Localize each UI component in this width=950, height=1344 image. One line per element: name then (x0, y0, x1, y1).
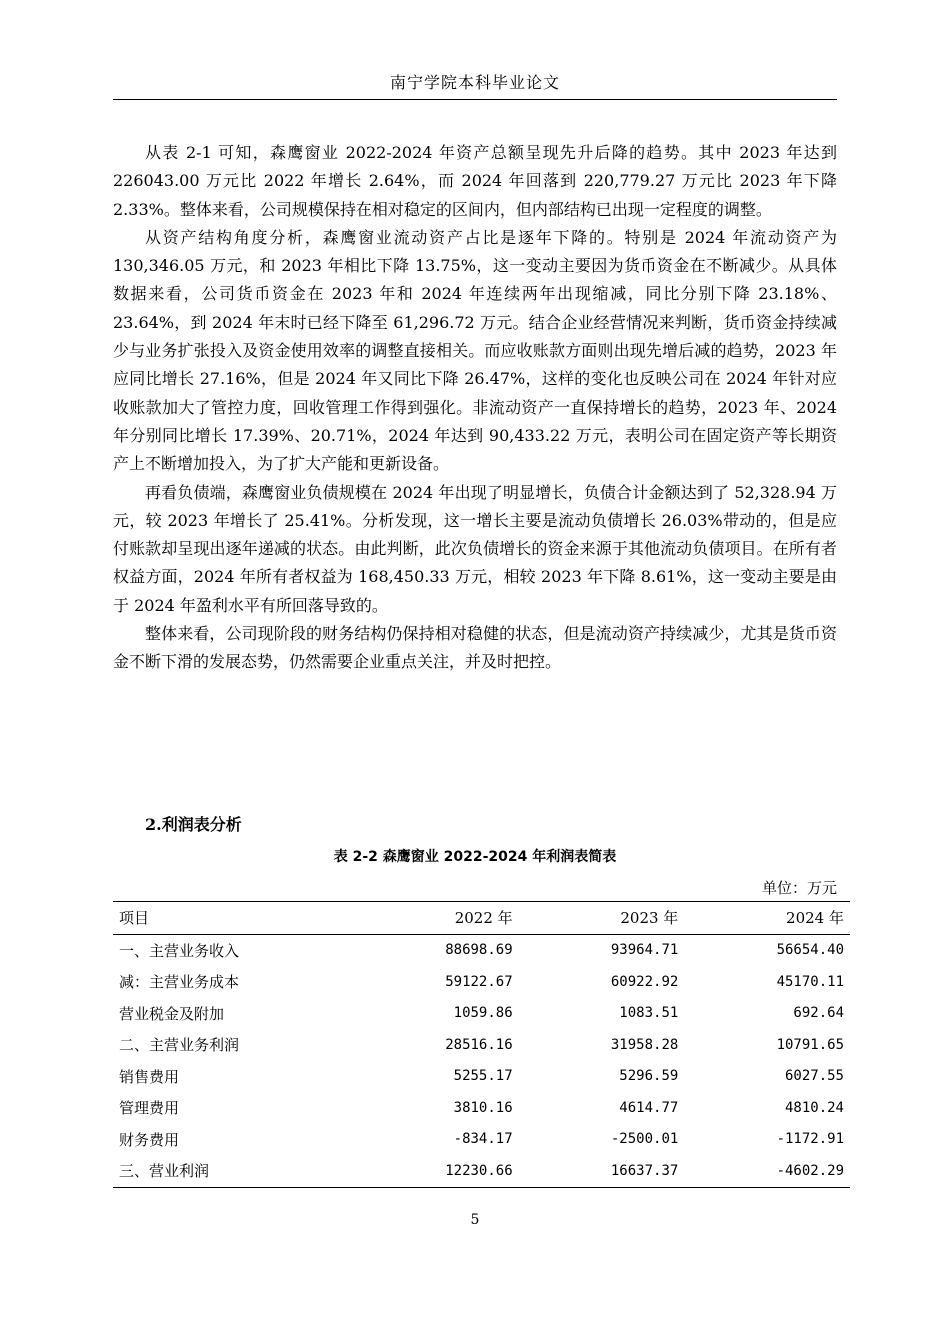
cell-value: 692.64 (793, 1005, 844, 1022)
cell-value: 3810.16 (453, 1099, 513, 1116)
cell-value: 16637.37 (610, 1162, 679, 1179)
table-row (113, 998, 850, 1030)
column-header-2022: 2022 年 (454, 909, 513, 928)
table-unit-label: 单位：万元 (761, 879, 837, 897)
paragraph-liabilities: 再看负债端，森鹰窗业负债规模在 2024 年出现了明显增长，负债合计金额达到了 52,328.94 万元，较 2023 年增长了 25.41%。分析发现，这一增长主要是流动负债增长 26.03%带动的，但是应付账款却呈现出逐年递减的状态。由此判断，此次负债增长的资金来源于其他流动负债项目。在所有者权益方面，2024 年所有者权益为 168,450.33 万元，相较 2023 年下降 8.61%，这一变动主要是由于 2024 年盈利水平有所回落导致的。 (113, 482, 837, 615)
cell-value: 88698.69 (445, 942, 513, 959)
cell-value: 28516.16 (445, 1036, 513, 1053)
table-caption: 表 2-2 森鹰窗业 2022-2024 年利润表简表 (333, 849, 617, 865)
cell-value: 6027.55 (784, 1068, 844, 1085)
cell-value: 1083.51 (619, 1005, 679, 1022)
table-row (113, 934, 850, 966)
cell-value: 12230.66 (445, 1162, 513, 1179)
table-row (113, 1124, 850, 1156)
cell-value: 5296.59 (619, 1068, 679, 1085)
row-label: 减：主营业务成本 (119, 973, 240, 992)
cell-value: -834.17 (453, 1131, 513, 1148)
cell-value: 45170.11 (776, 973, 844, 990)
page-number: 5 (470, 1212, 480, 1228)
header-divider (113, 99, 837, 100)
cell-value: 60922.92 (610, 973, 679, 990)
table-row (113, 1155, 850, 1187)
section-heading: 2.利润表分析 (145, 815, 242, 834)
table-row (113, 1061, 850, 1093)
cell-value: -1172.91 (776, 1131, 844, 1148)
cell-value: 1059.86 (453, 1005, 513, 1022)
row-label: 二、主营业务利润 (119, 1036, 240, 1055)
page-header-title: 南宁学院本科毕业论文 (389, 73, 560, 92)
cell-value: 4810.24 (784, 1099, 844, 1116)
row-label: 三、营业利润 (119, 1162, 210, 1181)
table-row (113, 966, 850, 998)
income-statement-table (113, 901, 850, 1188)
column-header-2023: 2023 年 (620, 909, 679, 928)
cell-value: 93964.71 (610, 942, 679, 959)
cell-value: -2500.01 (610, 1131, 679, 1148)
row-label: 营业税金及附加 (119, 1004, 225, 1023)
table-header-row (113, 902, 850, 935)
cell-value: 31958.28 (610, 1036, 679, 1053)
paragraph-summary: 整体来看，公司现阶段的财务结构仍保持相对稳健的状态，但是流动资产持续减少，尤其是货币资金不断下滑的发展态势，仍然需要企业重点关注，并及时把控。 (113, 624, 837, 672)
row-label: 销售费用 (119, 1067, 180, 1086)
row-label: 管理费用 (119, 1099, 180, 1118)
paragraph-asset-structure: 从资产结构角度分析，森鹰窗业流动资产占比是逐年下降的。特别是 2024 年流动资产为 130,346.05 万元，和 2023 年相比下降 13.75%，这一变动主要因为货币资金在不断减少。从具体数据来看，公司货币资金在 2023 年和 2024 年连续两年出现缩减，同比分别下降 23.18%、23.64%，到 2024 年末时已经下降至 61,296.72 万元。结合企业经营情况来判断，货币资金持续减少与业务扩张投入及资金使用效率的调整直接相关。而应收账款方面则出现先增后减的趋势，2023 年应同比增长 27.16%，但是 2024 年又同比下降 26.47%，这样的变化也反映公司在 2024 年针对应收账款加大了管控力度，回收管理工作得到强化。非流动资产一直保持增长的趋势，2023 年、2024 年分别同比增长 17.39%、20.71%，2024 年达到 90,433.22 万元，表明公司在固定资产等长期资产上不断增加投入，为了扩大产能和更新设备。 (113, 227, 837, 474)
paragraph-asset-total: 从表 2-1 可知，森鹰窗业 2022-2024 年资产总额呈现先升后降的趋势。其中 2023 年达到 226043.00 万元比 2022 年增长 2.64%，而 2024 年回落到 220,779.27 万元比 2023 年下降 2.33%。整体来看，公司规模保持在相对稳定的区间内，但内部结构已出现一定程度的调整。 (113, 143, 837, 219)
cell-value: 5255.17 (453, 1068, 513, 1085)
column-header-item: 项目 (119, 909, 150, 928)
cell-value: 59122.67 (445, 973, 513, 990)
cell-value: 10791.65 (776, 1036, 844, 1053)
table-row (113, 1092, 850, 1124)
cell-value: 4614.77 (619, 1099, 679, 1116)
row-label: 财务费用 (119, 1130, 180, 1149)
cell-value: 56654.40 (776, 942, 844, 959)
column-header-2024: 2024 年 (786, 909, 844, 928)
row-label: 一、主营业务收入 (119, 941, 240, 960)
cell-value: -4602.29 (776, 1162, 844, 1179)
table-row (113, 1029, 850, 1061)
body-text (113, 139, 837, 677)
